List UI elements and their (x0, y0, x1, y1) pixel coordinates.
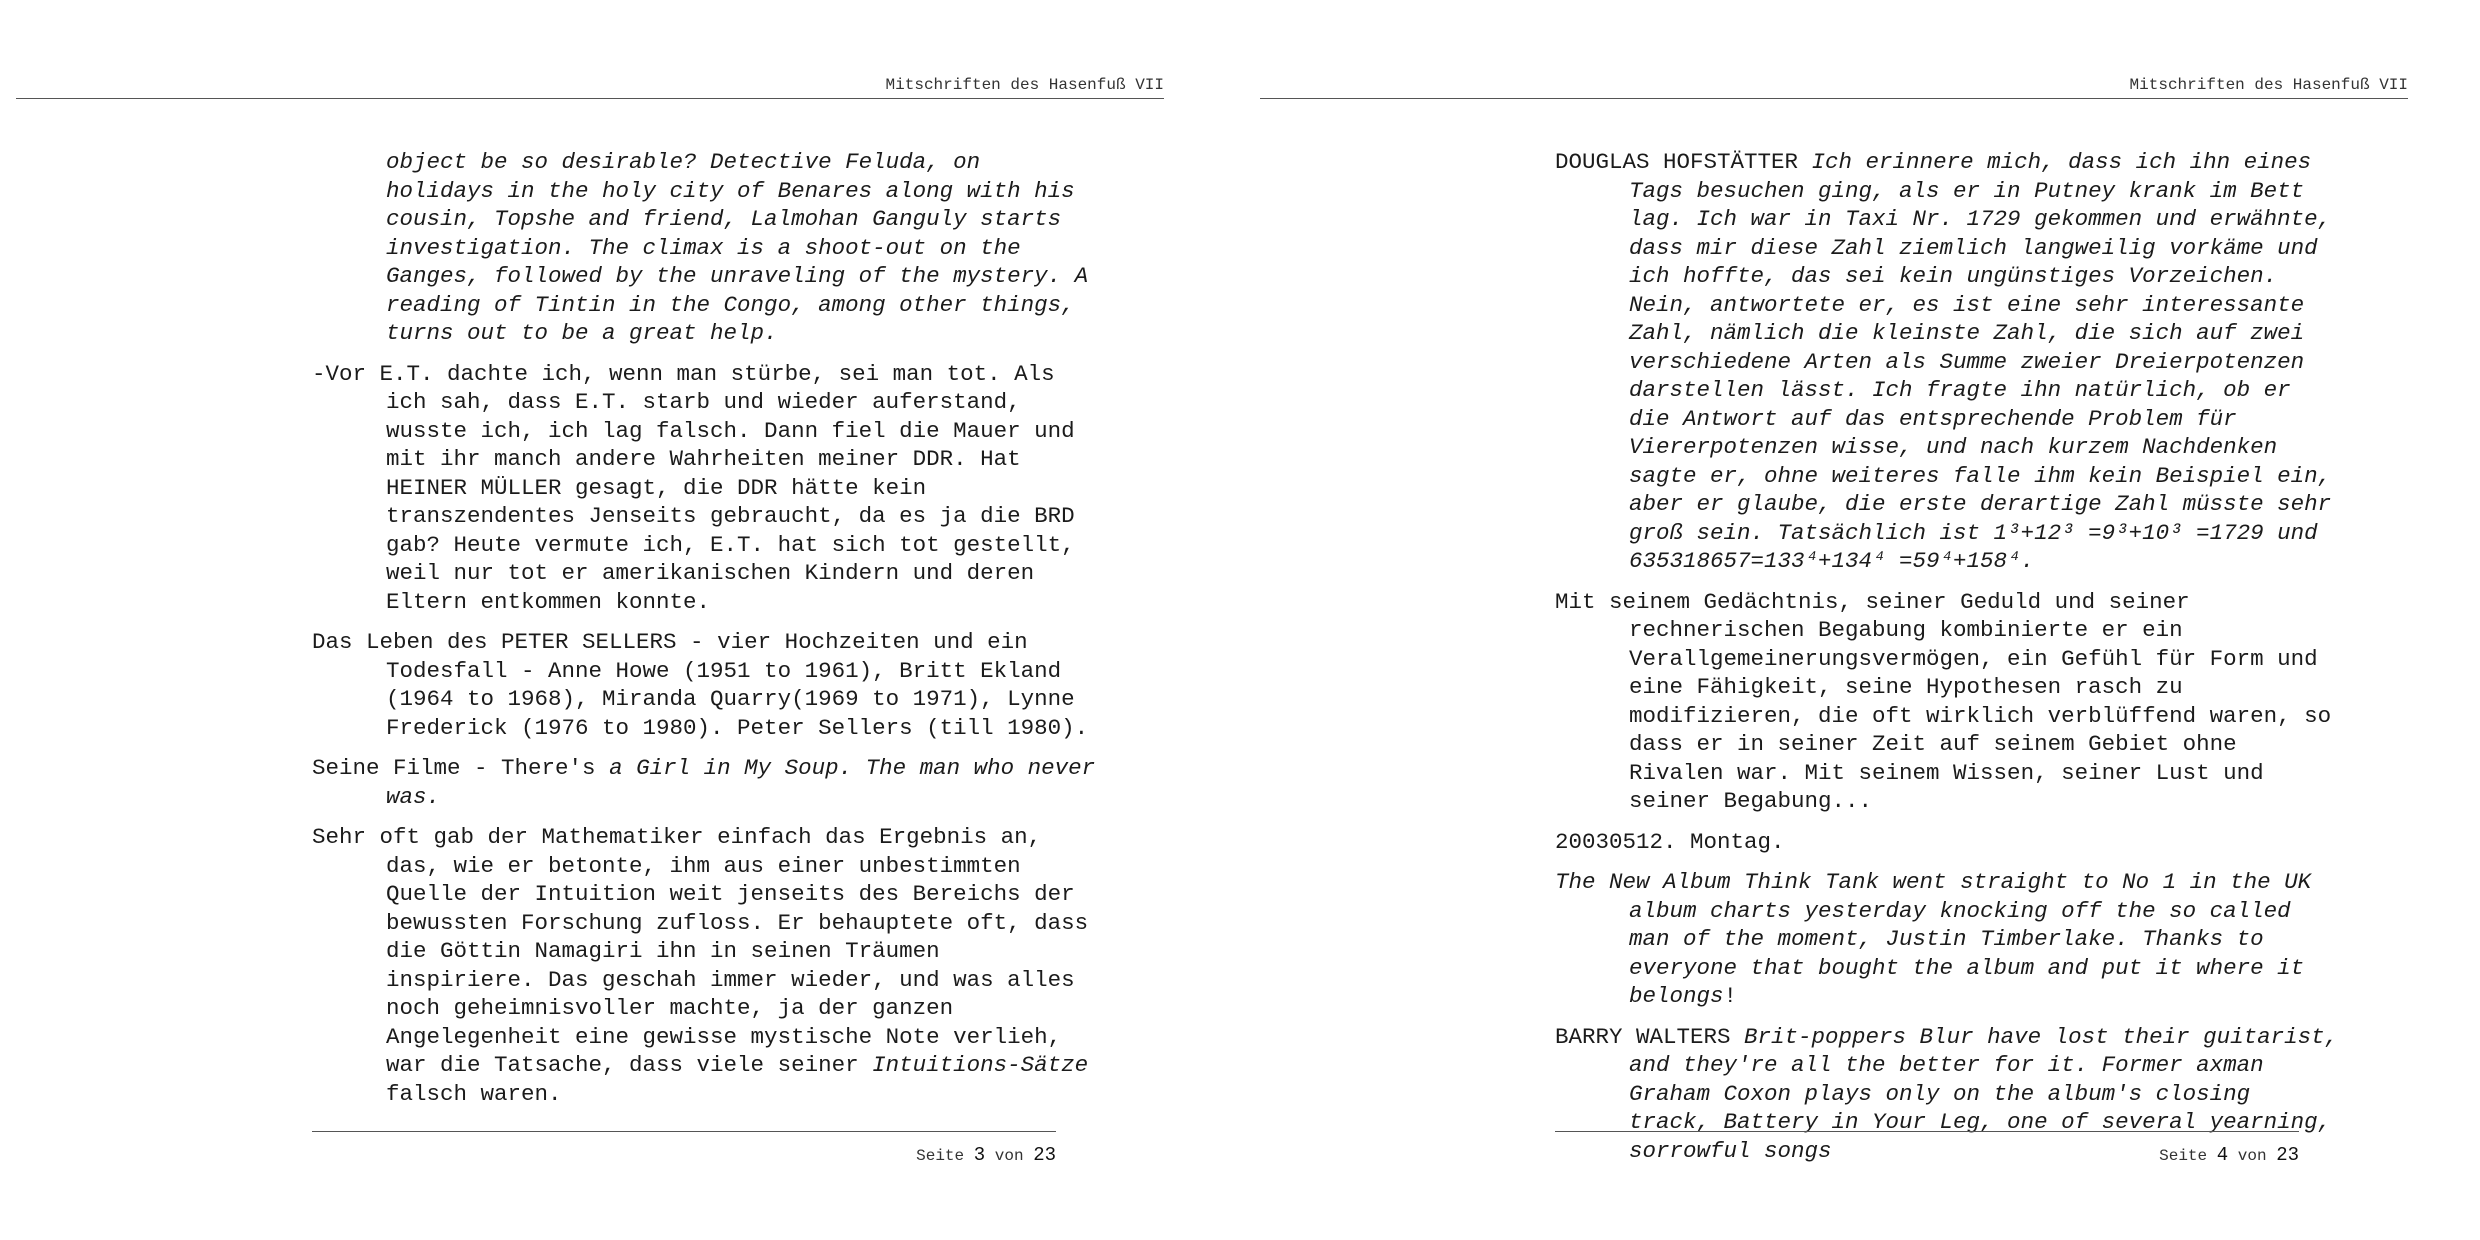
text: 20030512. Montag. (1555, 828, 1785, 855)
paragraph (1555, 148, 2340, 576)
italic-text: The New Album Think Tank went straight to No 1 in the UK album charts yesterday knocking off the so called man of the moment, Justin Timberlake. Thanks to everyone that bought the album and put it where it belongs (1555, 869, 2312, 1009)
text: Mit seinem Gedächtnis, seiner Geduld und seiner rechnerischen Begabung kombinierte er ein Verallgemeinerungsvermögen, ein Gefühl für Form und eine Fähigkeit, seine Hypothesen rasch zu modifizieren, die oft wirklich verblüffend waren, so dass er in seiner Zeit auf seinem Gebiet ohne Rivalen war. Mit seinem Wissen, seiner Lust und seiner Begabung... (1555, 588, 2332, 814)
header-rule (1260, 98, 2408, 99)
text: falsch waren. (386, 1080, 562, 1107)
paragraph (312, 360, 1097, 617)
page-4 (1240, 0, 2480, 1240)
footer-von: von (2237, 1147, 2267, 1165)
page-total: 23 (2276, 1144, 2299, 1166)
italic-text: object be so desirable? Detective Feluda, on holidays in the holy city of Benares along with his cousin, Topshe and friend, Lalmohan Ganguly starts investigation. The climax is a shoot-out on the Ganges, followed by the unraveling of the mystery. A reading of Tintin in the Congo, among other things, turns out to be a great help. (386, 149, 1089, 346)
text: BARRY WALTERS (1555, 1023, 1745, 1050)
footer-seite: Seite (2159, 1147, 2208, 1165)
page-number: 3 (973, 1144, 986, 1166)
text: -Vor E.T. dachte ich, wenn man stürbe, sei man tot. Als ich sah, dass E.T. starb und wieder auferstand, wusste ich, ich lag falsch. Dann fiel die Mauer und mit ihr manch andere Wahrheiten meiner DDR. Hat HEINER MÜLLER gesagt, die DDR hätte kein transzendentes Jenseits gebraucht, da es ja die BRD gab? Heute vermute ich, E.T. hat sich tot gestellt, weil nur tot er amerikanischen Kindern und deren Eltern entkommen konnte. (312, 360, 1075, 615)
page-footer (1555, 1144, 2299, 1166)
text: DOUGLAS HOFSTÄTTER (1555, 149, 1812, 175)
running-header: Mitschriften des Hasenfuß VII (885, 76, 1164, 94)
text: ! (1723, 983, 1738, 1009)
text: Seine Filme - There's (312, 755, 610, 781)
paragraph (312, 628, 1097, 742)
italic-text: Ich erinnere mich, dass ich ihn eines Tags besuchen ging, als er in Putney krank im Bett lag. Ich war in Taxi Nr. 1729 gekommen und erwähnte, dass mir diese Zahl ziemlich langweilig vorkäme und ich hoffte, das sei kein ungünstiges Vorzeichen. Nein, antwortete er, es ist eine sehr interessante Zahl, nämlich die kleinste Zahl, die sich auf zwei verschiedene Arten als Summe zweier Dreierpotenzen darstellen lässt. Ich fragte ihn natürlich, ob er die Antwort auf das entsprechende Problem für Viererpotenzen wisse, und nach kurzem Nachdenken sagte er, ohne weiteres falle ihm kein Beispiel ein, aber er glaube, die erste derartige Zahl müsste sehr groß sein. Tatsächlich ist 1³+12³ =9³+10³ =1729 und 635318657=133⁴+134⁴ =59⁴+158⁴. (1629, 149, 2332, 574)
running-header: Mitschriften des Hasenfuß VII (2129, 76, 2408, 94)
paragraph (1555, 868, 2340, 1011)
footer-rule (1555, 1131, 2299, 1132)
header-rule (16, 98, 1164, 99)
text: Das Leben des PETER SELLERS - vier Hochzeiten und ein Todesfall - Anne Howe (1951 to 1961), Britt Ekland (1964 to 1968), Miranda Quarry(1969 to 1971), Lynne Frederick (1976 to 1980). Peter Sellers (till 1980). (312, 629, 1089, 741)
page-footer (312, 1144, 1056, 1166)
paragraph (312, 148, 1097, 348)
italic-text: a Girl in My Soup. The man who never was. (386, 755, 1096, 810)
italic-text: Brit-poppers Blur have lost their guitarist, and they're all the better for it. Former axman Graham Coxon plays only on the album's closing track, Battery in Your Leg, one of several yearning, sorrowful songs (1629, 1023, 2339, 1164)
text: Sehr oft gab der Mathematiker einfach das Ergebnis an, das, wie er betonte, ihm aus einer unbestimmten Quelle der Intuition weit jenseits des Bereichs der bewussten Forschung zufloss. Er behauptete oft, dass die Göttin Namagiri ihn in seinen Träumen inspiriere. Das geschah immer wieder, und was alles noch geheimnisvoller machte, ja der ganzen Angelegenheit eine gewisse mystische Note verlieh, war die Tatsache, dass viele seiner (312, 824, 1089, 1078)
footer-von: von (994, 1147, 1024, 1165)
footer-rule (312, 1131, 1056, 1132)
paragraph (312, 823, 1097, 1108)
footer-seite: Seite (916, 1147, 965, 1165)
italic-text: Intuitions-Sätze (872, 1052, 1089, 1078)
paragraph (1555, 588, 2340, 816)
page-number: 4 (2216, 1144, 2229, 1166)
page-body (312, 148, 1097, 1120)
page-body (1555, 148, 2340, 1177)
page-total: 23 (1033, 1144, 1056, 1166)
paragraph (312, 754, 1097, 811)
paragraph (1555, 828, 2340, 857)
